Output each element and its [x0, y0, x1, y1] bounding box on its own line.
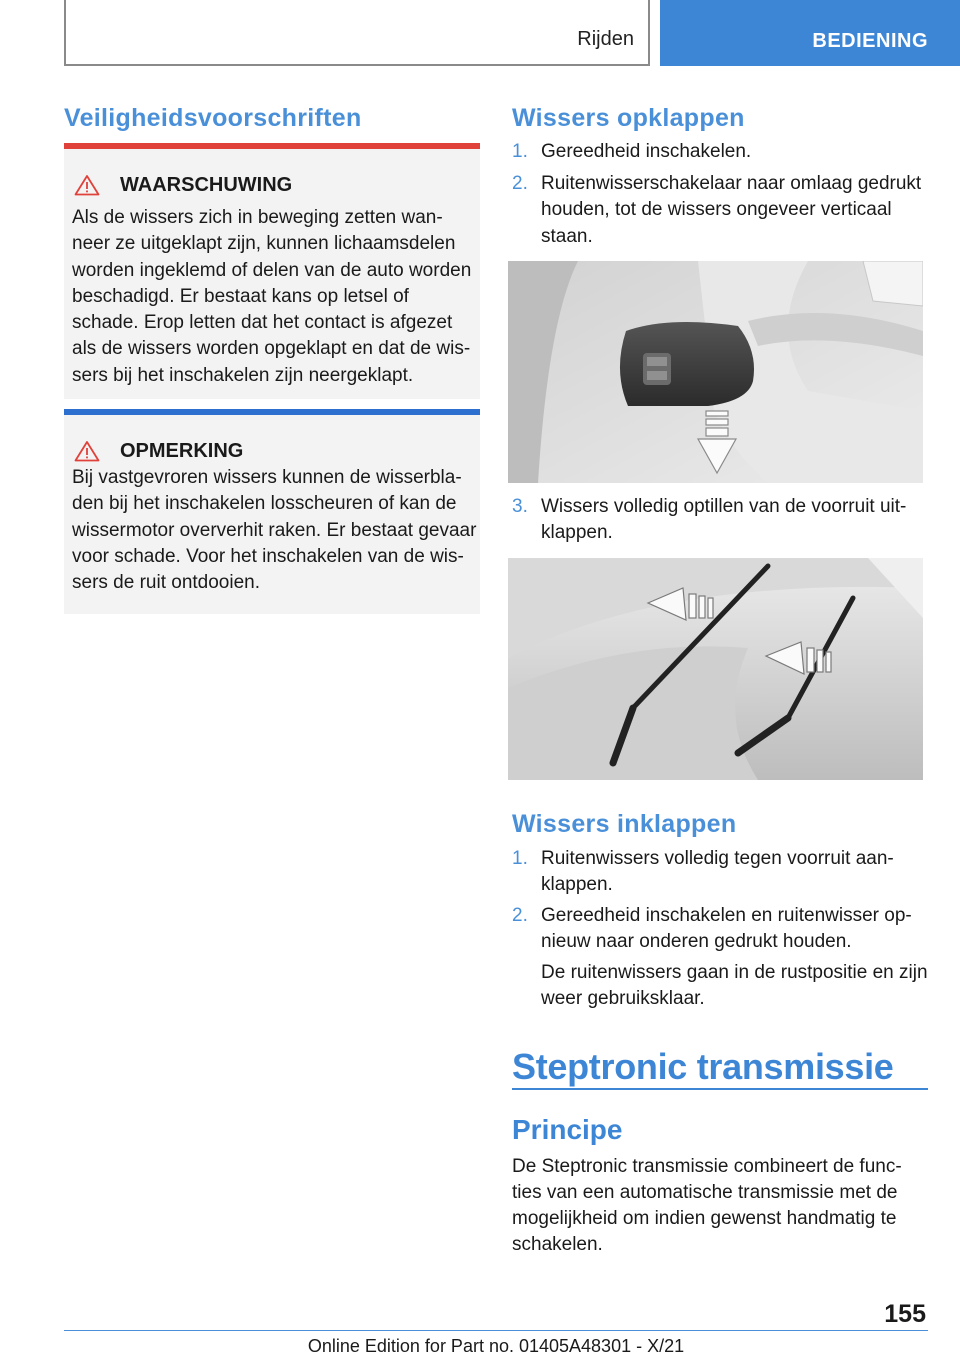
notice-line: voor schade. Voor het inschakelen van de wis-	[72, 545, 464, 567]
windshield-wipers-drawing	[508, 558, 923, 780]
notice-title: OPMERKING	[120, 439, 244, 462]
header-section-label: Rijden	[577, 28, 634, 50]
principe-line: ties van een automatische transmissie met de	[512, 1182, 898, 1203]
safety-heading: Veiligheidsvoorschriften	[64, 104, 362, 132]
footer-edition: Online Edition for Part no. 01405A48301 - X/21	[307, 1336, 685, 1356]
fold-down-step-1	[512, 846, 932, 899]
result-line: weer gebruiksklaar.	[541, 988, 705, 1010]
warning-title: WAARSCHUWING	[120, 173, 293, 196]
windshield-wipers-illustration	[508, 558, 923, 780]
step-line: Wissers volledig optillen van de voorruit uit-	[541, 496, 907, 517]
fold-down-result	[512, 960, 932, 1013]
page-number: 155	[884, 1300, 926, 1328]
result-line: De ruitenwissers gaan in de rustpositie en zijn	[541, 962, 928, 983]
step-line: nieuw naar onderen gedrukt houden.	[541, 931, 852, 953]
fold-up-step-1	[512, 139, 932, 165]
wiper-stalk-illustration	[508, 261, 923, 483]
principe-line: schakelen.	[512, 1234, 603, 1255]
step-number: 3.	[512, 496, 528, 517]
step-line: Ruitenwissers volledig tegen voorruit aan-	[541, 848, 894, 869]
header-section-tab	[64, 0, 650, 66]
notice-line: Bij vastgevroren wissers kunnen de wisserbla-	[72, 467, 462, 488]
warning-line: sers bij het inschakelen zijn neergeklapt.	[72, 364, 414, 386]
fold-up-step-3	[512, 494, 932, 547]
step-line: houden, tot de wissers ongeveer verticaal	[541, 199, 892, 221]
notice-line: den bij het inschakelen losscheuren of kan de	[72, 493, 457, 515]
step-line: klappen.	[541, 874, 613, 896]
fold-down-heading: Wissers inklappen	[512, 810, 737, 838]
step-number: 2.	[512, 905, 528, 926]
principe-heading: Principe	[512, 1114, 623, 1145]
header-chapter-tab	[660, 0, 960, 66]
step-line: Ruitenwisserschakelaar naar omlaag gedrukt	[541, 173, 922, 194]
principe-line: mogelijkheid om indien gewenst handmatig te	[512, 1208, 897, 1229]
step-line: Gereedheid inschakelen.	[541, 141, 752, 162]
step-number: 2.	[512, 173, 528, 194]
warning-line: worden ingeklemd of delen van de auto worden	[72, 259, 472, 281]
header-chapter-label: BEDIENING	[812, 30, 928, 52]
step-line: klappen.	[541, 522, 613, 544]
steptronic-title: Steptronic transmissie	[512, 1046, 894, 1087]
fold-up-heading: Wissers opklappen	[512, 104, 745, 132]
principe-line: De Steptronic transmissie combineert de func-	[512, 1156, 902, 1177]
warning-line: beschadigd. Er bestaat kans op letsel of	[72, 285, 409, 307]
fold-up-step-2	[512, 171, 932, 250]
footer-rule	[64, 1330, 928, 1331]
title-rule	[512, 1088, 928, 1090]
step-line: staan.	[541, 225, 593, 247]
notice-line: sers de ruit ontdooien.	[72, 572, 261, 594]
warning-line: schade. Erop letten dat het contact is afgezet	[72, 312, 453, 334]
warning-line: Als de wissers zich in beweging zetten wan-	[72, 207, 443, 228]
notice-line: wissermotor oververhit raken. Er bestaat gevaar	[72, 519, 477, 541]
step-line: Gereedheid inschakelen en ruitenwisser op-	[541, 905, 912, 926]
warning-text	[72, 205, 474, 389]
wiper-stalk-drawing	[508, 261, 923, 483]
notice-title-row	[74, 439, 243, 463]
notice-text	[72, 465, 477, 596]
notice-triangle-icon	[74, 440, 100, 462]
principe-paragraph	[512, 1154, 902, 1258]
notice-box	[64, 409, 480, 614]
warning-box	[64, 143, 480, 399]
warning-triangle-icon	[74, 174, 100, 196]
step-number: 1.	[512, 141, 528, 162]
warning-title-row	[74, 173, 292, 197]
warning-line: als de wissers worden opgeklapt en dat de wis-	[72, 338, 471, 360]
notice-bar	[64, 409, 480, 415]
fold-down-step-2	[512, 903, 932, 956]
warning-bar	[64, 143, 480, 149]
warning-line: neer ze uitgeklapt zijn, kunnen lichaamsdelen	[72, 233, 456, 255]
step-number: 1.	[512, 848, 528, 869]
